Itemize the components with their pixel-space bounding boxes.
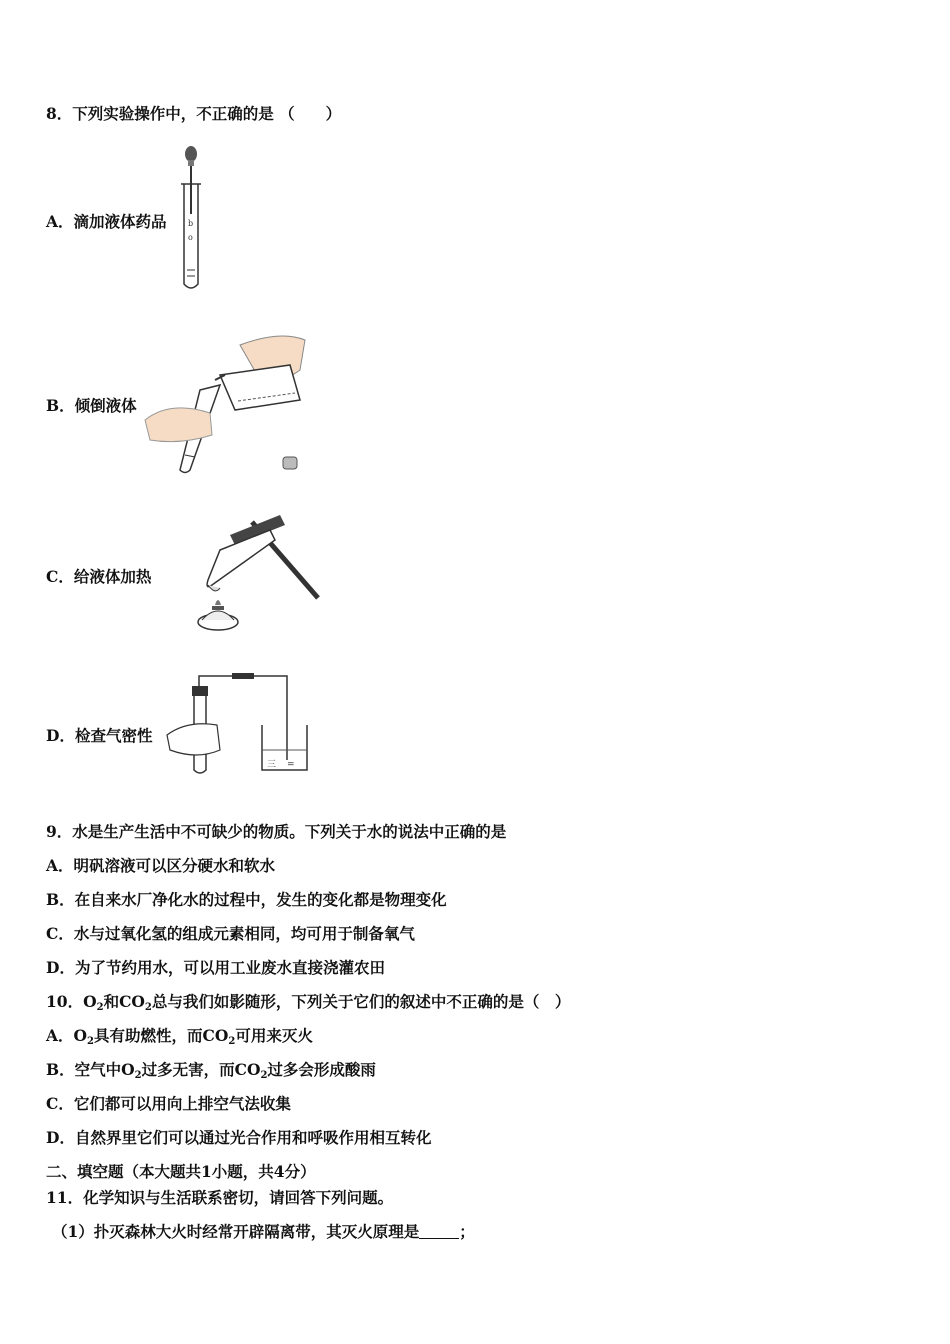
q8-option-c[interactable]	[46, 565, 151, 587]
svg-text:b: b	[188, 219, 194, 228]
airtightness-check-figure	[162, 670, 322, 780]
option-text: 检查气密性	[74, 726, 153, 745]
q10-option-c[interactable]: C．它们都可以用向上排空气法收集	[46, 1094, 291, 1113]
option-letter: D．	[46, 726, 75, 745]
svg-text:=: =	[287, 760, 295, 770]
q10-option-d[interactable]: D．自然界里它们可以通过光合作用和呼吸作用相互转化	[46, 1128, 432, 1147]
option-letter: A．	[46, 212, 74, 231]
q10-stem: 10．$O_2$和$CO_2$总与我们如影随形，下列关于它们的叙述中不正确的是（ ）	[46, 992, 571, 1013]
svg-text:三: 三	[267, 760, 277, 770]
q9-option-c[interactable]: C．水与过氧化氢的组成元素相同，均可用于制备氧气	[46, 924, 415, 943]
dropper-test-tube-figure	[178, 144, 208, 294]
pouring-liquid-figure	[140, 325, 315, 480]
q10-option-b[interactable]: B．空气中$O_2$过多无害，而$CO_2$过多会形成酸雨	[46, 1060, 376, 1081]
svg-text:o: o	[188, 233, 193, 242]
q9-option-d[interactable]: D．为了节约用水，可以用工业废水直接浇灌农田	[46, 958, 385, 977]
q11-stem: 11．化学知识与生活联系密切，请回答下列问题。	[46, 1188, 394, 1207]
option-letter: B．	[46, 396, 75, 415]
q8-option-a[interactable]	[46, 210, 167, 232]
option-text: 倾倒液体	[74, 396, 137, 415]
option-letter: C．	[46, 567, 74, 586]
q9-stem: 9．水是生产生活中不可缺少的物质。下列关于水的说法中正确的是	[46, 822, 507, 841]
section-heading: 二、填空题（本大题共1小题，共4分）	[46, 1162, 316, 1181]
answer-blank[interactable]	[419, 1224, 459, 1239]
q10-option-a[interactable]: A．$O_2$具有助燃性，而$CO_2$可用来灭火	[46, 1026, 313, 1047]
q8-stem: 8．下列实验操作中，不正确的是 （ ）	[46, 104, 342, 123]
q9-option-a[interactable]: A．明矾溶液可以区分硬水和软水	[46, 856, 276, 875]
q9-option-b[interactable]: B．在自来水厂净化水的过程中，发生的变化都是物理变化	[46, 890, 447, 909]
heating-liquid-figure	[190, 510, 325, 640]
option-text: 给液体加热	[73, 567, 152, 586]
option-text: 滴加液体药品	[73, 212, 167, 231]
q8-option-b[interactable]	[46, 394, 137, 416]
q11-part1: （1）扑灭森林大火时经常开辟隔离带，其灭火原理是 ；	[52, 1222, 475, 1241]
q8-option-d[interactable]	[46, 724, 152, 746]
